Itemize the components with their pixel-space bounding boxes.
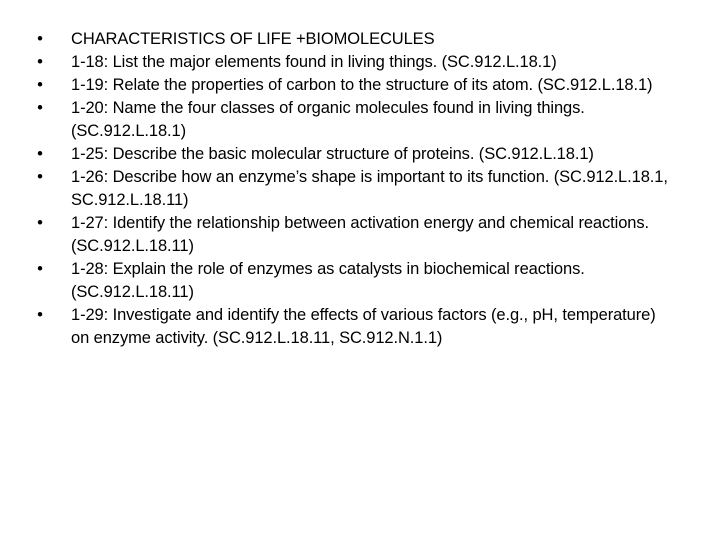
- bullet-text: 1-28: Explain the role of enzymes as catalysts in biochemical reactions. (SC.912.L.18.11): [71, 260, 585, 301]
- bullet-icon: •: [37, 306, 43, 324]
- bullet-icon: •: [37, 260, 43, 278]
- bullet-icon: •: [37, 99, 43, 117]
- bullet-text: 1-25: Describe the basic molecular structure of proteins. (SC.912.L.18.1): [71, 145, 594, 163]
- list-item: [34, 166, 674, 212]
- bullet-list: [34, 28, 674, 350]
- bullet-text: 1-20: Name the four classes of organic molecules found in living things. (SC.912.L.18.1): [71, 99, 585, 140]
- list-item: [34, 74, 674, 97]
- list-item: [34, 51, 674, 74]
- bullet-text: 1-19: Relate the properties of carbon to the structure of its atom. (SC.912.L.18.1): [71, 76, 653, 94]
- bullet-icon: •: [37, 145, 43, 163]
- list-item: [34, 97, 674, 143]
- bullet-text: 1-29: Investigate and identify the effects of various factors (e.g., pH, temperature) on enzyme activity. (SC.912.L.18.11, SC.912.N.1.1): [71, 306, 656, 347]
- list-item: [34, 28, 674, 51]
- bullet-text: 1-27: Identify the relationship between activation energy and chemical reactions. (SC.912.L.18.11): [71, 214, 649, 255]
- list-item: [34, 212, 674, 258]
- bullet-icon: •: [37, 30, 43, 48]
- bullet-text: CHARACTERISTICS OF LIFE +BIOMOLECULES: [71, 30, 435, 48]
- list-item: [34, 258, 674, 304]
- bullet-text: 1-26: Describe how an enzyme’s shape is important to its function. (SC.912.L.18.1, SC.912.L.18.11): [71, 168, 668, 209]
- bullet-icon: •: [37, 168, 43, 186]
- list-item: [34, 304, 674, 350]
- bullet-icon: •: [37, 76, 43, 94]
- bullet-icon: •: [37, 214, 43, 232]
- bullet-text: 1-18: List the major elements found in living things. (SC.912.L.18.1): [71, 53, 557, 71]
- bullet-icon: •: [37, 53, 43, 71]
- list-item: [34, 143, 674, 166]
